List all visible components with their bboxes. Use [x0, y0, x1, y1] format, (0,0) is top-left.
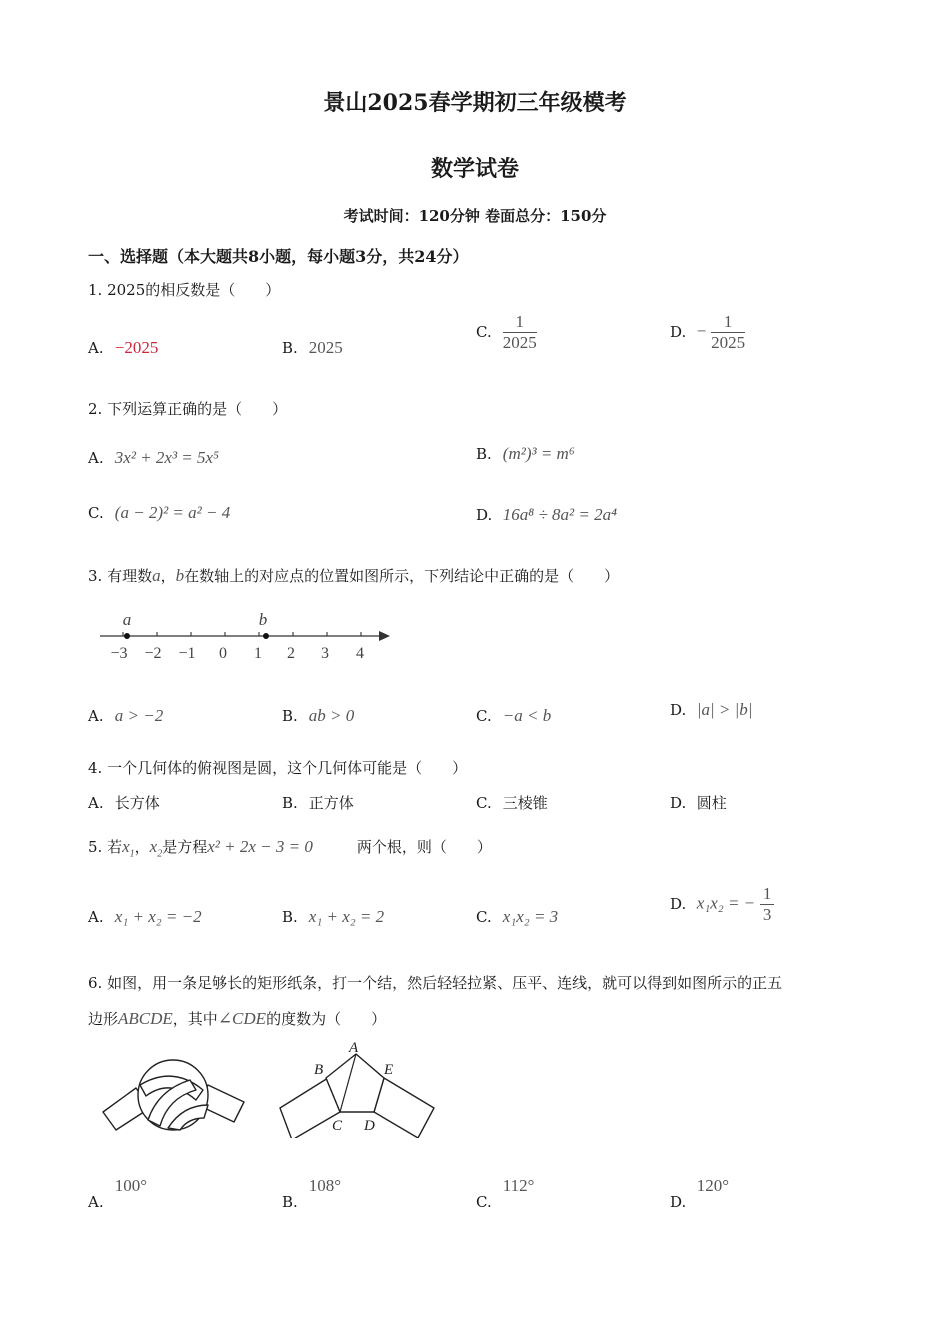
- option-label: B.: [282, 1193, 298, 1211]
- stem-part: 是方程: [162, 838, 208, 856]
- angle-name: ∠CDE: [217, 1009, 267, 1028]
- q3-option-d: [670, 700, 752, 720]
- stem-part: 的度数为（ ）: [266, 1010, 387, 1028]
- q5-a-expr: x₁ + x₂ = −2: [114, 907, 202, 926]
- vertex-label-a: A: [349, 1040, 359, 1056]
- option-label: C.: [88, 504, 104, 522]
- separator: ，: [134, 838, 150, 856]
- denominator: 2025: [711, 333, 746, 352]
- knot-figure: [98, 1050, 248, 1140]
- pentagon-right-strip: [374, 1078, 434, 1138]
- question-1-stem: 1. 2025的相反数是（ ）: [88, 281, 281, 299]
- separator: ，: [160, 567, 176, 585]
- q3-option-b: [282, 706, 354, 726]
- q6-option-c: [476, 1176, 534, 1211]
- section-heading: 一、选择题（本大题共8小题，每小题3分，共24分）: [88, 247, 469, 266]
- vertex-label-b: B: [314, 1062, 324, 1078]
- q5-d-lhs: x₁x₂ = −: [696, 893, 756, 913]
- q1-c-fraction: [503, 312, 537, 353]
- tick-label: 3: [321, 645, 329, 662]
- q6-d-value: 120°: [696, 1176, 730, 1195]
- q5-option-c: [476, 907, 558, 927]
- question-5-stem: [88, 836, 492, 859]
- page-subtitle: 数学试卷: [430, 156, 519, 182]
- denominator: 2025: [502, 333, 537, 352]
- stem-part: 边形: [88, 1010, 119, 1028]
- pentagon-figure: [276, 1038, 441, 1138]
- option-label: D.: [670, 794, 687, 812]
- q6-option-d: [670, 1176, 729, 1211]
- q3-a-expr: a > −2: [114, 706, 164, 725]
- tick-label: −3: [110, 645, 128, 662]
- q4-c-text: 三棱锥: [502, 794, 548, 812]
- q3-option-a: [88, 706, 163, 726]
- q5-option-a: [88, 907, 202, 927]
- question-2-stem: 2. 下列运算正确的是（ ）: [88, 400, 288, 418]
- q3-option-c: [476, 706, 551, 726]
- stem-part: 5. 若: [88, 838, 123, 856]
- q1-d-fraction: [711, 312, 745, 353]
- q5-option-b: [282, 907, 384, 927]
- point-a-label: a: [122, 610, 132, 629]
- q5-option-d: [670, 884, 774, 925]
- q5-b-expr: x₁ + x₂ = 2: [308, 907, 385, 926]
- option-label: B.: [476, 445, 492, 463]
- q1-option-c: [476, 312, 537, 353]
- q1-option-d: [670, 312, 745, 353]
- tick-label: 1: [254, 645, 262, 662]
- exam-info: 考试时间：120分钟 卷面总分：150分: [343, 207, 607, 225]
- var-x1: $x_1$: [122, 837, 135, 860]
- option-label: A.: [88, 339, 104, 357]
- var-b: b: [175, 566, 185, 585]
- option-label: A.: [88, 707, 104, 725]
- q1-option-b: [282, 338, 343, 358]
- q3-b-expr: ab > 0: [308, 706, 355, 725]
- q3-c-expr: −a < b: [502, 706, 552, 725]
- tick-label: −1: [178, 645, 196, 662]
- tick-label: 0: [219, 645, 227, 662]
- q2-b-expr: (m²)³ = m⁶: [502, 444, 575, 463]
- axis-arrow: [379, 631, 390, 641]
- denominator: 3: [762, 905, 772, 924]
- q5-c-expr: x₁x₂ = 3: [502, 907, 559, 926]
- q1-a-value: −2025: [114, 338, 159, 357]
- q2-a-expr: 3x² + 2x³ = 5x⁵: [114, 448, 219, 467]
- option-label: D.: [670, 894, 687, 913]
- numerator: 1: [760, 884, 775, 905]
- tick-label: 2: [287, 645, 295, 662]
- question-3-stem: [88, 565, 619, 586]
- q2-option-a: [88, 448, 219, 468]
- option-label: B.: [282, 794, 298, 812]
- equation: x² + 2x − 3 = 0: [207, 837, 313, 856]
- number-line-figure: [95, 606, 405, 666]
- q2-option-b: [476, 444, 575, 464]
- option-label: B.: [282, 339, 298, 357]
- option-label: D.: [670, 322, 687, 341]
- question-4-stem: 4. 一个几何体的俯视图是圆，这个几何体可能是（ ）: [88, 759, 468, 777]
- var-a: a: [152, 566, 161, 585]
- vertex-label-e: E: [384, 1062, 394, 1078]
- question-6-stem-line1: 6. 如图，用一条足够长的矩形纸条，打一个结，然后轻轻拉紧、压平、连线，就可以得到如图所示的正五: [88, 974, 783, 992]
- stem-part: 两个根，则（ ）: [356, 838, 492, 856]
- option-label: C.: [476, 707, 492, 725]
- q4-option-a: [88, 792, 160, 813]
- q6-a-value: 100°: [114, 1176, 148, 1195]
- q3-d-expr: |a| > |b|: [696, 700, 753, 719]
- q4-d-text: 圆柱: [696, 794, 727, 812]
- q2-option-c: [88, 503, 230, 523]
- stem-part: ，其中: [172, 1010, 218, 1028]
- option-label: B.: [282, 707, 298, 725]
- option-label: D.: [670, 1193, 687, 1211]
- tick-label: 4: [356, 645, 364, 662]
- point-b-label: b: [258, 610, 268, 629]
- q1-b-value: 2025: [308, 338, 343, 357]
- q4-a-text: 长方体: [114, 794, 160, 812]
- vertex-label-c: C: [332, 1118, 343, 1134]
- option-label: A.: [88, 449, 104, 467]
- page-title: 景山2025春学期初三年级模考: [323, 90, 627, 116]
- q6-option-a: [88, 1176, 147, 1211]
- option-label: D.: [670, 701, 687, 719]
- q4-option-d: [670, 792, 727, 813]
- option-label: C.: [476, 908, 492, 926]
- stem-part: 在数轴上的对应点的位置如图所示，下列结论中正确的是（ ）: [184, 567, 620, 585]
- option-label: A.: [88, 794, 104, 812]
- minus-sign: −: [696, 321, 707, 341]
- q5-d-fraction: [760, 884, 775, 925]
- q4-option-b: [282, 792, 354, 813]
- option-label: C.: [476, 794, 492, 812]
- numerator: 1: [711, 312, 745, 333]
- option-label: A.: [88, 1193, 104, 1211]
- q4-option-c: [476, 792, 548, 813]
- q2-c-expr: (a − 2)² = a² − 4: [114, 503, 231, 522]
- pentagon-name: ABCDE: [118, 1009, 173, 1028]
- var-x2: $x_2$: [149, 837, 163, 860]
- q6-option-b: [282, 1176, 341, 1211]
- q2-option-d: [476, 505, 617, 525]
- point-a: [124, 633, 130, 639]
- option-label: B.: [282, 908, 298, 926]
- q6-c-value: 112°: [502, 1176, 535, 1195]
- numerator: 1: [503, 312, 537, 333]
- q2-d-expr: 16a⁸ ÷ 8a² = 2a⁴: [502, 505, 617, 524]
- option-label: C.: [476, 322, 492, 341]
- stem-part: 3. 有理数: [88, 567, 153, 585]
- option-label: A.: [88, 908, 104, 926]
- q6-b-value: 108°: [308, 1176, 342, 1195]
- vertex-label-d: D: [364, 1118, 375, 1134]
- tick-label: −2: [144, 645, 162, 662]
- option-label: C.: [476, 1193, 492, 1211]
- question-6-stem-line2: [88, 1008, 386, 1029]
- option-label: D.: [476, 506, 493, 524]
- q4-b-text: 正方体: [308, 794, 354, 812]
- q1-option-a: [88, 338, 158, 358]
- point-b: [263, 633, 269, 639]
